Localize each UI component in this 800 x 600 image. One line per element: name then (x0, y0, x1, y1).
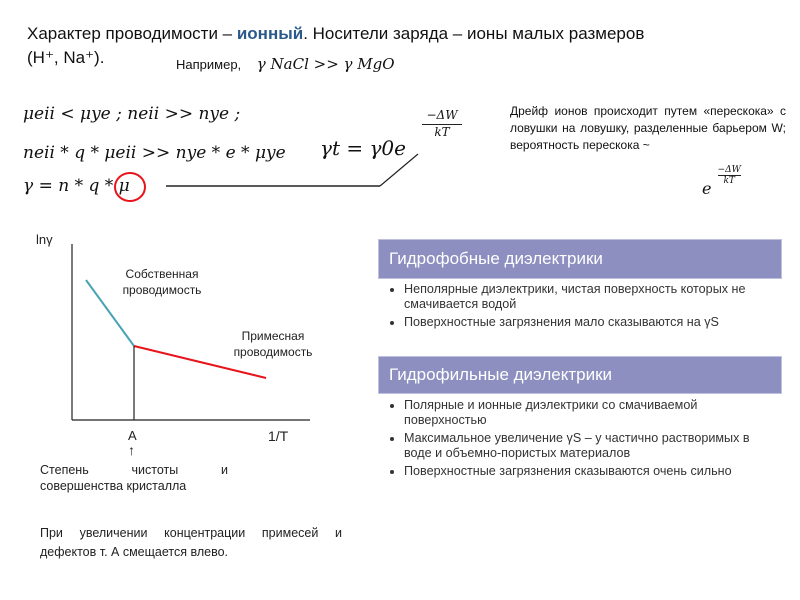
concentration-note: При увеличении концентрации примесей и дефектов т. А смещается влево. (40, 526, 342, 559)
graph-caption: Степень чистоты и совершенства кристалла (40, 463, 228, 493)
gamma-t-exponent-den: kT (422, 124, 462, 139)
mu-highlight-circle (110, 168, 150, 206)
example-row (176, 55, 395, 73)
hydrophobic-header (378, 239, 782, 279)
hydrophilic-item-3: • Поверхностные загрязнения сказываются очень сильно (404, 464, 778, 479)
title-line2: (H⁺, Na⁺). (27, 48, 105, 67)
hydrophilic-header (378, 356, 782, 394)
point-a-arrow: ↑ (128, 442, 135, 458)
hydrophobic-title: Гидрофобные диэлектрики (389, 249, 603, 268)
hydrophilic-title: Гидрофильные диэлектрики (389, 365, 613, 384)
hydrophobic-list (388, 282, 778, 333)
drift-exponential (702, 165, 741, 198)
equation-line-3: γ = n * q * μ (23, 176, 130, 196)
example-formula: γ NaCl >> γ MgO (256, 55, 395, 73)
title-prefix: Характер проводимости – (27, 24, 237, 43)
intrinsic-label: Собственная проводимость (122, 267, 202, 297)
example-label: Например, (176, 57, 242, 72)
impurity-label: Примесная проводимость (233, 329, 313, 359)
drift-exp-den: kT (718, 175, 741, 186)
x-axis-label: 1/T (268, 428, 289, 444)
drift-exp-base: e (702, 179, 712, 198)
hydrophilic-list (388, 398, 778, 482)
slide-title (27, 22, 787, 70)
hydrophilic-item-2: • Максимальное увеличение γS – у частично растворимых в воде и объемно-пористых материалов (404, 431, 778, 461)
equation-line-2: neii * q * μeii >> nye * e * μye (23, 143, 286, 163)
hydrophobic-item-2: • Поверхностные загрязнения мало сказываются на γS (404, 315, 778, 330)
gamma-t-exponent-num: −ΔW (426, 108, 458, 122)
point-a-label: A (128, 428, 137, 443)
y-axis-label: lnγ (36, 232, 53, 247)
hydrophilic-item-1: • Полярные и ионные диэлектрики со смачиваемой поверхностью (404, 398, 778, 428)
gamma-t-formula: γt = γ0e (320, 136, 406, 160)
drift-exp-num: −ΔW (717, 165, 741, 175)
equation-line-1: μeii < μye ; neii >> nye ; (23, 104, 241, 124)
drift-description: Дрейф ионов происходит путем «перескока» с ловушки на ловушку, разделенные барьером W; вероятность перескока ~ (510, 104, 786, 152)
gamma-t-exponent (420, 108, 464, 139)
hydrophobic-item-1: • Неполярные диэлектрики, чистая поверхность которых не смачивается водой (404, 282, 778, 312)
title-highlight: ионный (236, 24, 304, 43)
title-rest: . Носители заряда – ионы малых размеров (303, 24, 645, 43)
